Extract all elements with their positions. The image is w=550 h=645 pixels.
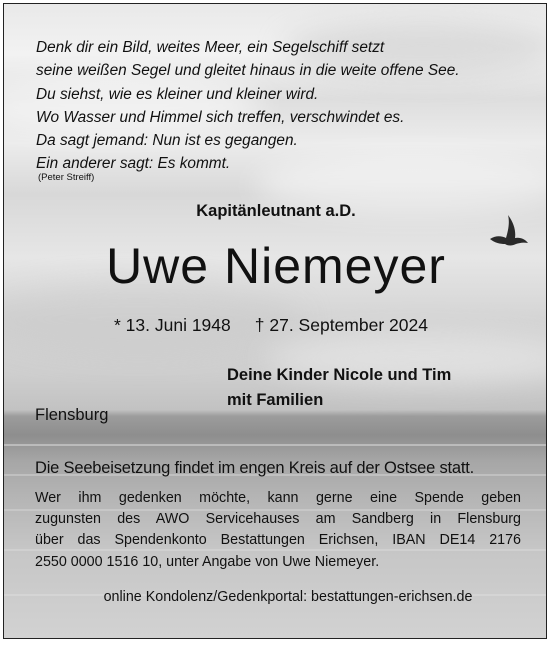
mourners-line: mit Familien	[227, 391, 324, 409]
death-date: † 27. September 2024	[254, 315, 428, 335]
mourners	[227, 363, 451, 413]
poem-line: Da sagt jemand: Nun ist es gegangen.	[36, 132, 298, 150]
life-dates	[114, 315, 428, 336]
mourners-line: Deine Kinder Nicole und Tim	[227, 366, 452, 384]
poem-line: Ein anderer sagt: Es kommt.	[36, 155, 231, 173]
obituary-notice	[3, 3, 547, 639]
poem-line: Wo Wasser und Himmel sich treffen, verschwindet es.	[36, 108, 405, 126]
donation-line: zugunsten des AWO Servicehauses am Sandberg in Flensburg	[35, 511, 521, 528]
donation-notice	[35, 488, 521, 573]
donation-line: Wer ihm gedenken möchte, kann gerne eine Spende geben	[35, 490, 521, 506]
poem-line: seine weißen Segel und gleitet hinaus in die weite offene See.	[36, 62, 460, 80]
burial-notice: Die Seebeisetzung findet im engen Kreis auf der Ostsee statt.	[35, 459, 475, 477]
city: Flensburg	[35, 406, 109, 424]
condolence-portal: online Kondolenz/Gedenkportal: bestattungen-erichsen.de	[103, 589, 473, 605]
deceased-rank: Kapitänleutnant a.D.	[196, 202, 356, 220]
birth-date: * 13. Juni 1948	[114, 315, 231, 335]
poem-line: Denk dir ein Bild, weites Meer, ein Segelschiff setzt	[36, 39, 385, 56]
donation-line: 2550 0000 1516 10, unter Angabe von Uwe Niemeyer.	[35, 553, 380, 570]
poem	[36, 36, 506, 176]
poem-author: (Peter Streiff)	[38, 172, 95, 183]
deceased-name: Uwe Niemeyer	[106, 238, 446, 294]
poem-line: Du siehst, wie es kleiner und kleiner wird.	[36, 85, 319, 103]
donation-line: über das Spendenkonto Bestattungen Erichsen, IBAN DE14 2176	[35, 532, 521, 549]
sea-wave	[4, 444, 546, 446]
